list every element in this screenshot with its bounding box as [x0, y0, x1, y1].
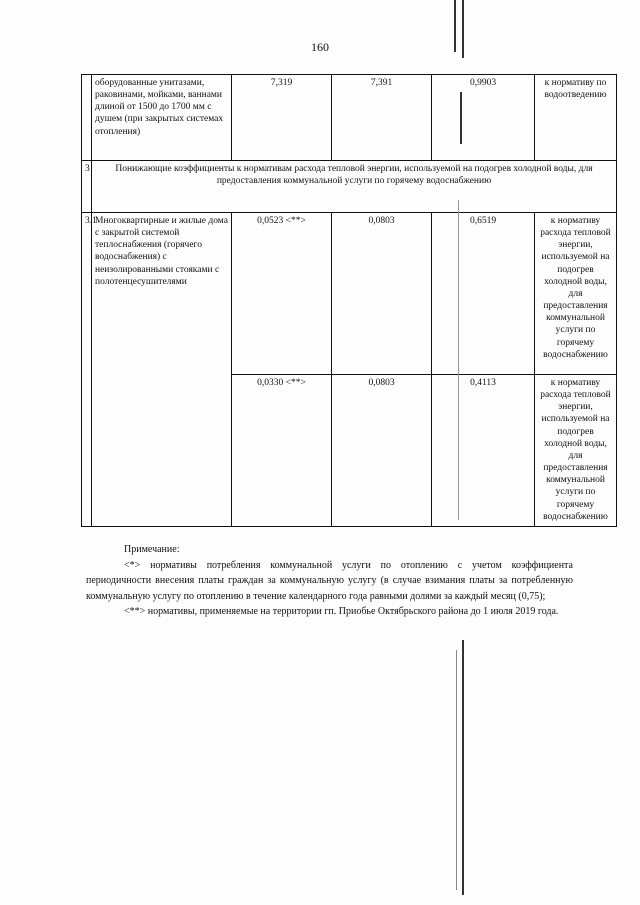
table-row: [82, 75, 617, 161]
scan-artifact-line: [460, 92, 462, 144]
coefficient-cell: 0,9903: [432, 75, 535, 161]
note-cell: к нормативу расхода тепловой энергии, используемой на подогрев холодной воды, для предоставления коммунальной услуги по горячему водоснабжению: [535, 213, 617, 375]
section-number: 3: [82, 161, 92, 213]
scan-artifact-line: [458, 200, 459, 520]
notes-title: Примечание:: [124, 544, 180, 555]
note-item: <**> нормативы, применяемые на территории гп. Приобье Октябрьского района до 1 июля 2019 года.: [124, 606, 559, 617]
coefficient-cell: 0,4113: [432, 375, 535, 527]
row-description: Многоквартирные и жилые дома с закрытой системой теплоснабжения (горячего водоснабжения) с неизолированными стояками с полотенцесушителями: [92, 213, 232, 527]
section-row: [82, 161, 617, 213]
scan-artifact-line: [462, 640, 464, 895]
value-cell: 0,0803: [332, 375, 432, 527]
value-cell: 7,319: [232, 75, 332, 161]
value-cell: 0,0330 <**>: [232, 375, 332, 527]
note-cell: к нормативу по водоотведению: [535, 75, 617, 161]
page-number: 160: [311, 40, 329, 54]
scan-artifact-line: [454, 0, 456, 52]
note-item: <*> нормативы потребления коммунальной услуги по отоплению с учетом коэффициента периодичности внесения платы граждан за коммунальную услугу (в случае взимания платы за потребленную коммунальную услугу по отоплению в течение календарного года равными долями за каждый месяц (0,75);: [86, 559, 573, 602]
section-title: Понижающие коэффициенты к нормативам расхода тепловой энергии, используемой на подогрев холодной воды, для предоставления коммунальной услуги по горячему водоснабжению: [92, 161, 617, 213]
value-cell: 0,0803: [332, 213, 432, 375]
row-description: оборудованные унитазами, раковинами, мойками, ваннами длиной от 1500 до 1700 мм с душем (при закрытых системах отопления): [92, 75, 232, 161]
coefficient-cell: 0,6519: [432, 213, 535, 375]
scan-artifact-line: [456, 650, 457, 890]
table-row: [82, 213, 617, 375]
scan-artifact-line: [462, 0, 464, 58]
value-cell: 7,391: [332, 75, 432, 161]
coefficients-table: [81, 74, 617, 527]
row-number: [82, 75, 92, 161]
notes-block: [86, 542, 573, 620]
row-number: 3.1: [82, 213, 92, 527]
note-cell: к нормативу расхода тепловой энергии, используемой на подогрев холодной воды, для предоставления коммунальной услуги по горячему водоснабжению: [535, 375, 617, 527]
value-cell: 0,0523 <**>: [232, 213, 332, 375]
